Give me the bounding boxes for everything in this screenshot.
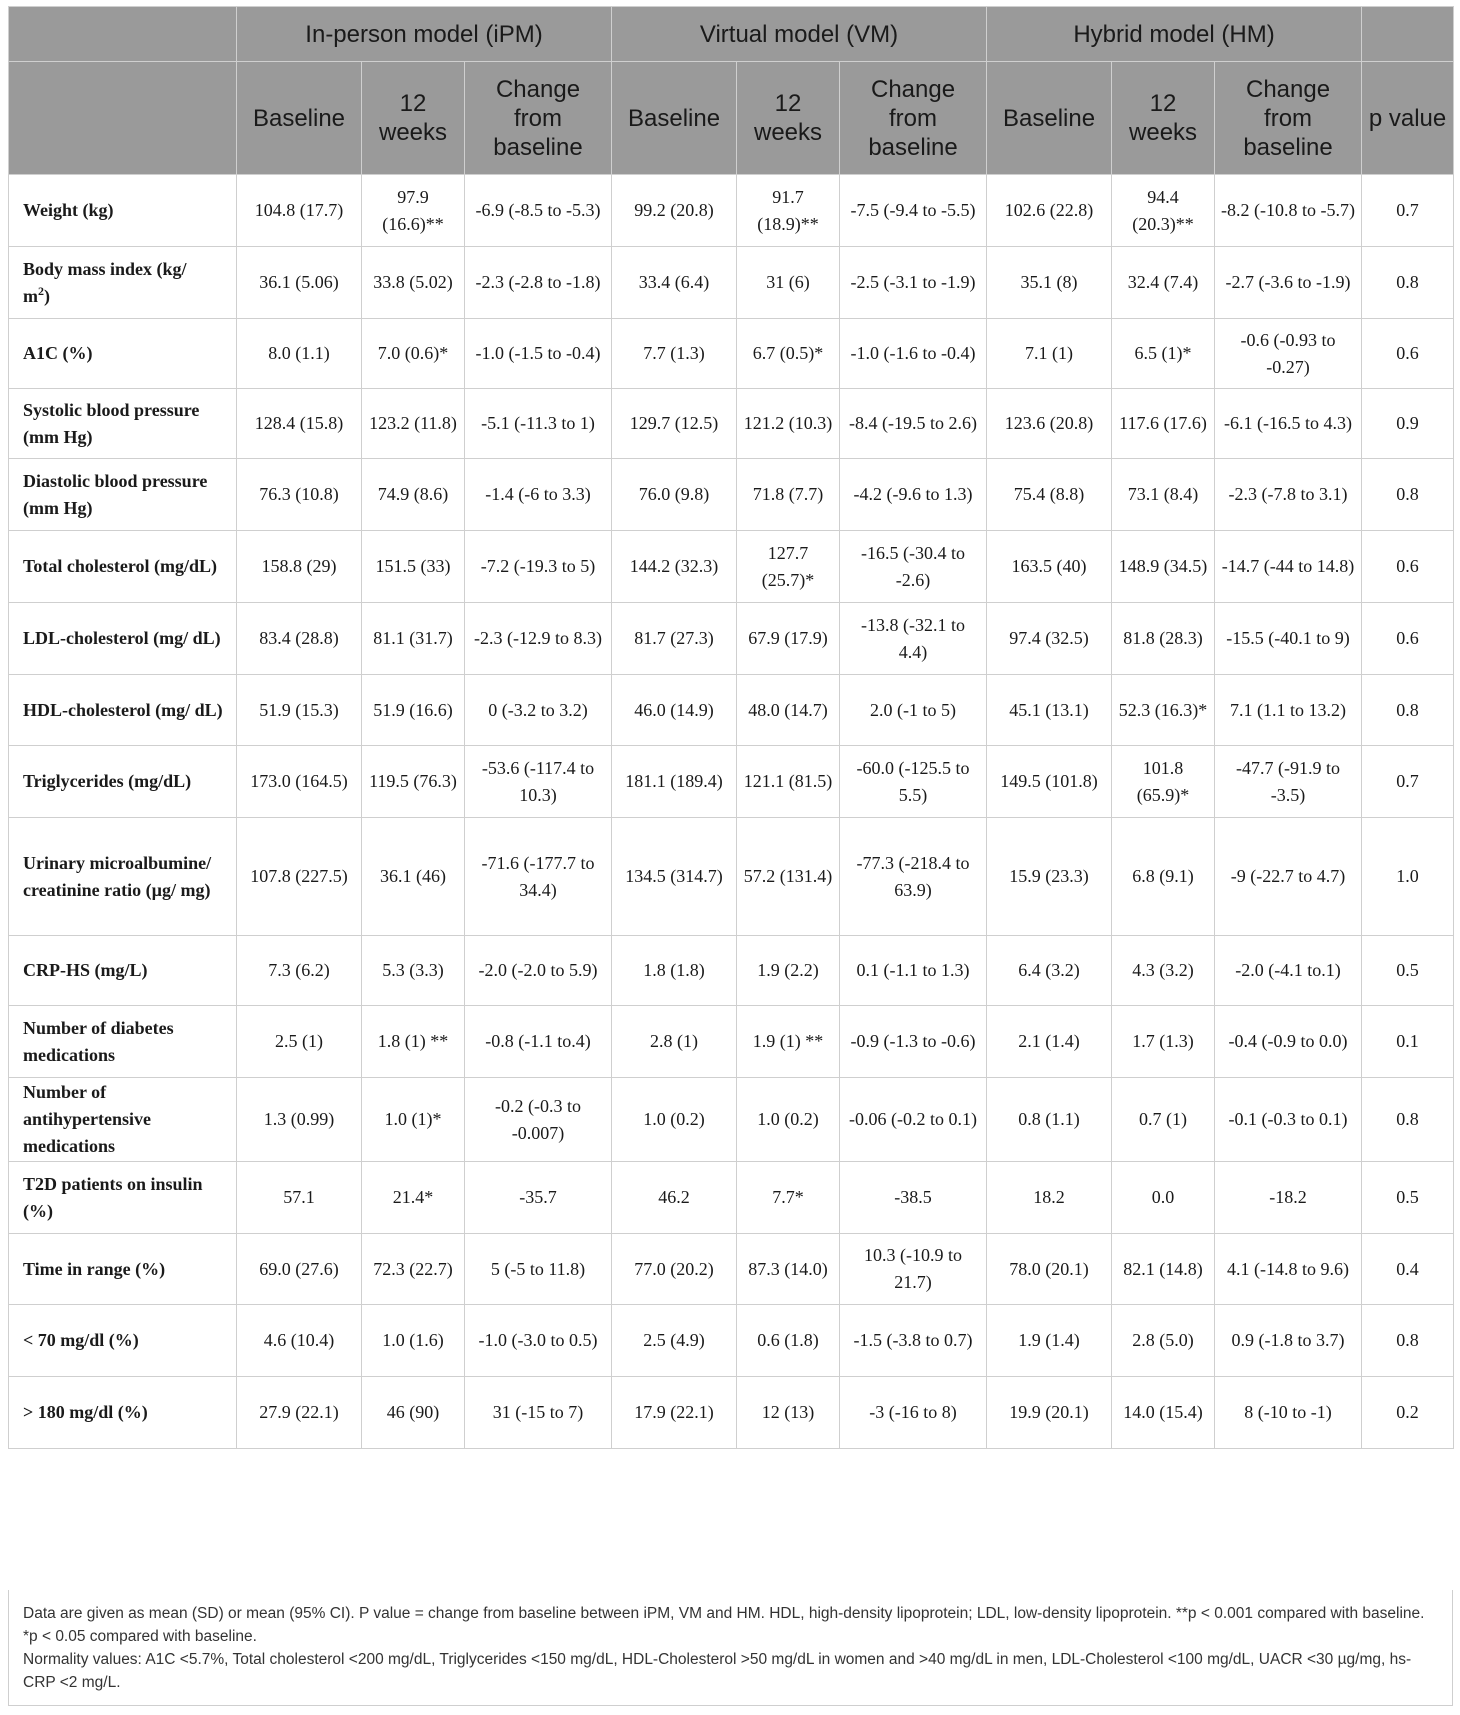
table-cell: 0.4 (1362, 1234, 1454, 1305)
table-cell: -53.6 (-117.4 to 10.3) (465, 746, 612, 818)
table-cell: 2.0 (-1 to 5) (840, 675, 987, 746)
table-cell: 0.9 (1362, 389, 1454, 459)
table-cell: 8.0 (1.1) (237, 319, 362, 389)
table-cell: -13.8 (-32.1 to 4.4) (840, 603, 987, 675)
table-cell: -15.5 (-40.1 to 9) (1215, 603, 1362, 675)
table-cell: 149.5 (101.8) (987, 746, 1112, 818)
table-footnote (8, 1590, 1453, 1706)
table-cell: 81.8 (28.3) (1112, 603, 1215, 675)
table-row (9, 459, 1454, 531)
table-cell: -5.1 (-11.3 to 1) (465, 389, 612, 459)
footnote-line-1: Data are given as mean (SD) or mean (95% CI). P value = change from baseline between iPM, VM and HM. HDL, high-density lipoprotein; LDL, low-density lipoprotein. **p < 0.001 compared with baseline. *p < 0.05 compared with baseline. (23, 1605, 1425, 1645)
table-cell: 57.2 (131.4) (737, 818, 840, 936)
table-cell: 27.9 (22.1) (237, 1377, 362, 1449)
table-cell: 51.9 (16.6) (362, 675, 465, 746)
table-cell: -8.2 (-10.8 to -5.7) (1215, 175, 1362, 247)
col-hm-baseline: Baseline (987, 62, 1112, 175)
col-vm-12-weeks: 12 weeks (737, 62, 840, 175)
table-cell: 35.1 (8) (987, 247, 1112, 319)
table-cell: 158.8 (29) (237, 531, 362, 603)
table-row (9, 746, 1454, 818)
table-cell: 97.4 (32.5) (987, 603, 1112, 675)
table-cell: 0.6 (1362, 603, 1454, 675)
table-cell: 6.8 (9.1) (1112, 818, 1215, 936)
table-cell: 31 (6) (737, 247, 840, 319)
table-cell: 33.8 (5.02) (362, 247, 465, 319)
table-cell: -47.7 (-91.9 to -3.5) (1215, 746, 1362, 818)
table-cell: -3 (-16 to 8) (840, 1377, 987, 1449)
col-ipm-change: Change from baseline (465, 62, 612, 175)
table-cell: 128.4 (15.8) (237, 389, 362, 459)
table-row (9, 1162, 1454, 1234)
table-row (9, 175, 1454, 247)
table-cell: -0.9 (-1.3 to -0.6) (840, 1006, 987, 1078)
table-cell: 0.5 (1362, 936, 1454, 1006)
table-cell: 2.5 (1) (237, 1006, 362, 1078)
table-cell: 69.0 (27.6) (237, 1234, 362, 1305)
table-cell: 81.7 (27.3) (612, 603, 737, 675)
table-cell: 7.7 (1.3) (612, 319, 737, 389)
table-row (9, 389, 1454, 459)
table-cell: 31 (-15 to 7) (465, 1377, 612, 1449)
table-cell: 6.7 (0.5)* (737, 319, 840, 389)
table-row (9, 1305, 1454, 1377)
row-label: Weight (kg) (9, 175, 237, 247)
table-cell: 134.5 (314.7) (612, 818, 737, 936)
table-cell: 0.7 (1362, 746, 1454, 818)
table-cell: -60.0 (-125.5 to 5.5) (840, 746, 987, 818)
table-cell: -9 (-22.7 to 4.7) (1215, 818, 1362, 936)
table-cell: 8 (-10 to -1) (1215, 1377, 1362, 1449)
table-cell: 1.9 (1) ** (737, 1006, 840, 1078)
table-cell: 129.7 (12.5) (612, 389, 737, 459)
table-cell: 5.3 (3.3) (362, 936, 465, 1006)
col-ipm-baseline: Baseline (237, 62, 362, 175)
table-cell: 0.7 (1) (1112, 1078, 1215, 1162)
table-cell: 107.8 (227.5) (237, 818, 362, 936)
table-cell: -38.5 (840, 1162, 987, 1234)
group-vm: Virtual model (VM) (612, 7, 987, 62)
table-cell: 0.6 (1362, 531, 1454, 603)
table-cell: 1.0 (0.2) (737, 1078, 840, 1162)
table-row (9, 247, 1454, 319)
table-cell: 91.7 (18.9)** (737, 175, 840, 247)
table-cell: 0.9 (-1.8 to 3.7) (1215, 1305, 1362, 1377)
table-cell: 7.7* (737, 1162, 840, 1234)
table-cell: 1.3 (0.99) (237, 1078, 362, 1162)
table-cell: 0.8 (1362, 1305, 1454, 1377)
table-cell: 46 (90) (362, 1377, 465, 1449)
header-blank (9, 62, 237, 175)
table-cell: -2.7 (-3.6 to -1.9) (1215, 247, 1362, 319)
table-cell: 1.9 (2.2) (737, 936, 840, 1006)
table-cell: 4.1 (-14.8 to 9.6) (1215, 1234, 1362, 1305)
table-cell: 21.4* (362, 1162, 465, 1234)
table-cell: 2.5 (4.9) (612, 1305, 737, 1377)
column-header-row (9, 62, 1454, 175)
row-label: CRP-HS (mg/L) (9, 936, 237, 1006)
row-label: Triglycerides (mg/dL) (9, 746, 237, 818)
table-cell: 7.1 (1) (987, 319, 1112, 389)
row-label-superscript: 2 (38, 283, 44, 298)
table-cell: 1.8 (1.8) (612, 936, 737, 1006)
table-cell: 0.7 (1362, 175, 1454, 247)
table-cell: 73.1 (8.4) (1112, 459, 1215, 531)
table-cell: 12 (13) (737, 1377, 840, 1449)
table-cell: 94.4 (20.3)** (1112, 175, 1215, 247)
table-cell: 82.1 (14.8) (1112, 1234, 1215, 1305)
table-cell: -0.8 (-1.1 to.4) (465, 1006, 612, 1078)
table-cell: -6.9 (-8.5 to -5.3) (465, 175, 612, 247)
table-cell: 19.9 (20.1) (987, 1377, 1112, 1449)
table-cell: 0.8 (1362, 247, 1454, 319)
table-cell: 4.6 (10.4) (237, 1305, 362, 1377)
table-cell: 5 (-5 to 11.8) (465, 1234, 612, 1305)
table-cell: 121.2 (10.3) (737, 389, 840, 459)
table-cell: -4.2 (-9.6 to 1.3) (840, 459, 987, 531)
row-label: > 180 mg/dl (%) (9, 1377, 237, 1449)
table-cell: -7.2 (-19.3 to 5) (465, 531, 612, 603)
table-cell: 17.9 (22.1) (612, 1377, 737, 1449)
table-cell: 97.9 (16.6)** (362, 175, 465, 247)
group-header-row (9, 7, 1454, 62)
table-cell: 7.3 (6.2) (237, 936, 362, 1006)
table-cell: 2.8 (5.0) (1112, 1305, 1215, 1377)
row-label-text: Body mass index (kg/ (23, 258, 187, 279)
row-label-unit: m (23, 285, 38, 306)
table-cell: 6.5 (1)* (1112, 319, 1215, 389)
table-cell: -1.0 (-3.0 to 0.5) (465, 1305, 612, 1377)
group-ipm: In-person model (iPM) (237, 7, 612, 62)
table-cell: 18.2 (987, 1162, 1112, 1234)
table-cell: 1.0 (1362, 818, 1454, 936)
table-cell: 1.0 (0.2) (612, 1078, 737, 1162)
table-row (9, 1078, 1454, 1162)
table-cell: 74.9 (8.6) (362, 459, 465, 531)
row-label: Number of diabetes medications (9, 1006, 237, 1078)
table-cell: 76.0 (9.8) (612, 459, 737, 531)
table-cell: 48.0 (14.7) (737, 675, 840, 746)
row-label: Total cholesterol (mg/dL) (9, 531, 237, 603)
table-cell: 1.9 (1.4) (987, 1305, 1112, 1377)
table-cell: -71.6 (-177.7 to 34.4) (465, 818, 612, 936)
table-cell: -0.2 (-0.3 to -0.007) (465, 1078, 612, 1162)
table-cell: -14.7 (-44 to 14.8) (1215, 531, 1362, 603)
table-cell: -2.3 (-7.8 to 3.1) (1215, 459, 1362, 531)
table-cell: 36.1 (46) (362, 818, 465, 936)
table-cell: -35.7 (465, 1162, 612, 1234)
table-cell: 117.6 (17.6) (1112, 389, 1215, 459)
table-cell: -0.1 (-0.3 to 0.1) (1215, 1078, 1362, 1162)
table-cell: 119.5 (76.3) (362, 746, 465, 818)
table-cell: 51.9 (15.3) (237, 675, 362, 746)
header-blank (9, 7, 237, 62)
table-cell: 32.4 (7.4) (1112, 247, 1215, 319)
footnote-line-2: Normality values: A1C <5.7%, Total cholesterol <200 mg/dL, Triglycerides <150 mg/dL, HDL-Cholesterol >50 mg/dL in women and >40 mg/dL in men, LDL-Cholesterol <100 mg/dL, UACR <30 µg/mg, hs-CRP <2 mg/L. (23, 1651, 1412, 1691)
table-cell: 144.2 (32.3) (612, 531, 737, 603)
table-row (9, 1377, 1454, 1449)
table-cell: -2.0 (-2.0 to 5.9) (465, 936, 612, 1006)
col-hm-12-weeks: 12 weeks (1112, 62, 1215, 175)
table-cell: 0.8 (1.1) (987, 1078, 1112, 1162)
row-label (9, 247, 237, 319)
table-cell: -0.4 (-0.9 to 0.0) (1215, 1006, 1362, 1078)
table-cell: -1.0 (-1.5 to -0.4) (465, 319, 612, 389)
table-cell: -1.4 (-6 to 3.3) (465, 459, 612, 531)
table-row (9, 603, 1454, 675)
table-cell: 0.6 (1362, 319, 1454, 389)
table-cell: -2.3 (-12.9 to 8.3) (465, 603, 612, 675)
table-cell: 173.0 (164.5) (237, 746, 362, 818)
row-label: Time in range (%) (9, 1234, 237, 1305)
table-cell: 46.0 (14.9) (612, 675, 737, 746)
table-cell: 101.8 (65.9)* (1112, 746, 1215, 818)
table-cell: 1.0 (1.6) (362, 1305, 465, 1377)
table-cell: 72.3 (22.7) (362, 1234, 465, 1305)
table-cell: -0.06 (-0.2 to 0.1) (840, 1078, 987, 1162)
table-cell: 148.9 (34.5) (1112, 531, 1215, 603)
table-cell: 0.1 (1362, 1006, 1454, 1078)
table-cell: -6.1 (-16.5 to 4.3) (1215, 389, 1362, 459)
table-cell: 0.6 (1.8) (737, 1305, 840, 1377)
table-cell: 163.5 (40) (987, 531, 1112, 603)
table-cell: 33.4 (6.4) (612, 247, 737, 319)
table-cell: 127.7 (25.7)* (737, 531, 840, 603)
table-cell: -1.0 (-1.6 to -0.4) (840, 319, 987, 389)
table-cell: 0.8 (1362, 675, 1454, 746)
table-cell: -2.0 (-4.1 to.1) (1215, 936, 1362, 1006)
table-cell: 0.0 (1112, 1162, 1215, 1234)
table-cell: 6.4 (3.2) (987, 936, 1112, 1006)
col-p-value: p value (1362, 62, 1454, 175)
table-cell: 36.1 (5.06) (237, 247, 362, 319)
table-cell: 1.0 (1)* (362, 1078, 465, 1162)
table-cell: 1.7 (1.3) (1112, 1006, 1215, 1078)
table-cell: 81.1 (31.7) (362, 603, 465, 675)
table-cell: 0.5 (1362, 1162, 1454, 1234)
table-row (9, 1006, 1454, 1078)
table-cell: 99.2 (20.8) (612, 175, 737, 247)
row-label: LDL-cholesterol (mg/ dL) (9, 603, 237, 675)
table-body (9, 175, 1454, 1449)
table-cell: 78.0 (20.1) (987, 1234, 1112, 1305)
group-hm: Hybrid model (HM) (987, 7, 1362, 62)
table-row (9, 1234, 1454, 1305)
table-cell: 0 (-3.2 to 3.2) (465, 675, 612, 746)
results-table (8, 6, 1454, 1449)
table-cell: 52.3 (16.3)* (1112, 675, 1215, 746)
row-label: T2D patients on insulin (%) (9, 1162, 237, 1234)
col-vm-baseline: Baseline (612, 62, 737, 175)
table-cell: 181.1 (189.4) (612, 746, 737, 818)
table-cell: -0.6 (-0.93 to -0.27) (1215, 319, 1362, 389)
table-cell: 76.3 (10.8) (237, 459, 362, 531)
table-cell: 104.8 (17.7) (237, 175, 362, 247)
table-cell: 123.6 (20.8) (987, 389, 1112, 459)
col-ipm-12-weeks: 12 weeks (362, 62, 465, 175)
table-cell: -18.2 (1215, 1162, 1362, 1234)
table-cell: 151.5 (33) (362, 531, 465, 603)
table-cell: 2.1 (1.4) (987, 1006, 1112, 1078)
table-cell: 67.9 (17.9) (737, 603, 840, 675)
row-label-unit-close: ) (44, 285, 50, 306)
table-cell: 14.0 (15.4) (1112, 1377, 1215, 1449)
table-cell: 45.1 (13.1) (987, 675, 1112, 746)
table-cell: 75.4 (8.8) (987, 459, 1112, 531)
table-cell: 7.0 (0.6)* (362, 319, 465, 389)
table-cell: 87.3 (14.0) (737, 1234, 840, 1305)
table-cell: 10.3 (-10.9 to 21.7) (840, 1234, 987, 1305)
row-label: A1C (%) (9, 319, 237, 389)
table-cell: 0.2 (1362, 1377, 1454, 1449)
table-cell: 102.6 (22.8) (987, 175, 1112, 247)
table-cell: 1.8 (1) ** (362, 1006, 465, 1078)
table-cell: -1.5 (-3.8 to 0.7) (840, 1305, 987, 1377)
header-blank (1362, 7, 1454, 62)
table-cell: 0.8 (1362, 1078, 1454, 1162)
table-cell: 121.1 (81.5) (737, 746, 840, 818)
row-label: Systolic blood pressure (mm Hg) (9, 389, 237, 459)
table-cell: -77.3 (-218.4 to 63.9) (840, 818, 987, 936)
table-row (9, 319, 1454, 389)
table-cell: 7.1 (1.1 to 13.2) (1215, 675, 1362, 746)
table-cell: 15.9 (23.3) (987, 818, 1112, 936)
table-cell: 4.3 (3.2) (1112, 936, 1215, 1006)
table-cell: -7.5 (-9.4 to -5.5) (840, 175, 987, 247)
table-row (9, 818, 1454, 936)
table-cell: -2.5 (-3.1 to -1.9) (840, 247, 987, 319)
col-vm-change: Change from baseline (840, 62, 987, 175)
row-label: HDL-cholesterol (mg/ dL) (9, 675, 237, 746)
table-cell: 71.8 (7.7) (737, 459, 840, 531)
row-label: Number of antihypertensive medications (9, 1078, 237, 1162)
row-label: < 70 mg/dl (%) (9, 1305, 237, 1377)
table-cell: 0.1 (-1.1 to 1.3) (840, 936, 987, 1006)
table-row (9, 936, 1454, 1006)
table-cell: 83.4 (28.8) (237, 603, 362, 675)
table-cell: 0.8 (1362, 459, 1454, 531)
table-row (9, 531, 1454, 603)
row-label: Urinary microalbumine/ creatinine ratio (µg/ mg) (9, 818, 237, 936)
table-cell: -8.4 (-19.5 to 2.6) (840, 389, 987, 459)
table-cell: 123.2 (11.8) (362, 389, 465, 459)
table-cell: 77.0 (20.2) (612, 1234, 737, 1305)
table-cell: 2.8 (1) (612, 1006, 737, 1078)
table-cell: -2.3 (-2.8 to -1.8) (465, 247, 612, 319)
table-cell: -16.5 (-30.4 to -2.6) (840, 531, 987, 603)
table-row (9, 675, 1454, 746)
col-hm-change: Change from baseline (1215, 62, 1362, 175)
row-label: Diastolic blood pressure (mm Hg) (9, 459, 237, 531)
table-cell: 57.1 (237, 1162, 362, 1234)
table-cell: 46.2 (612, 1162, 737, 1234)
